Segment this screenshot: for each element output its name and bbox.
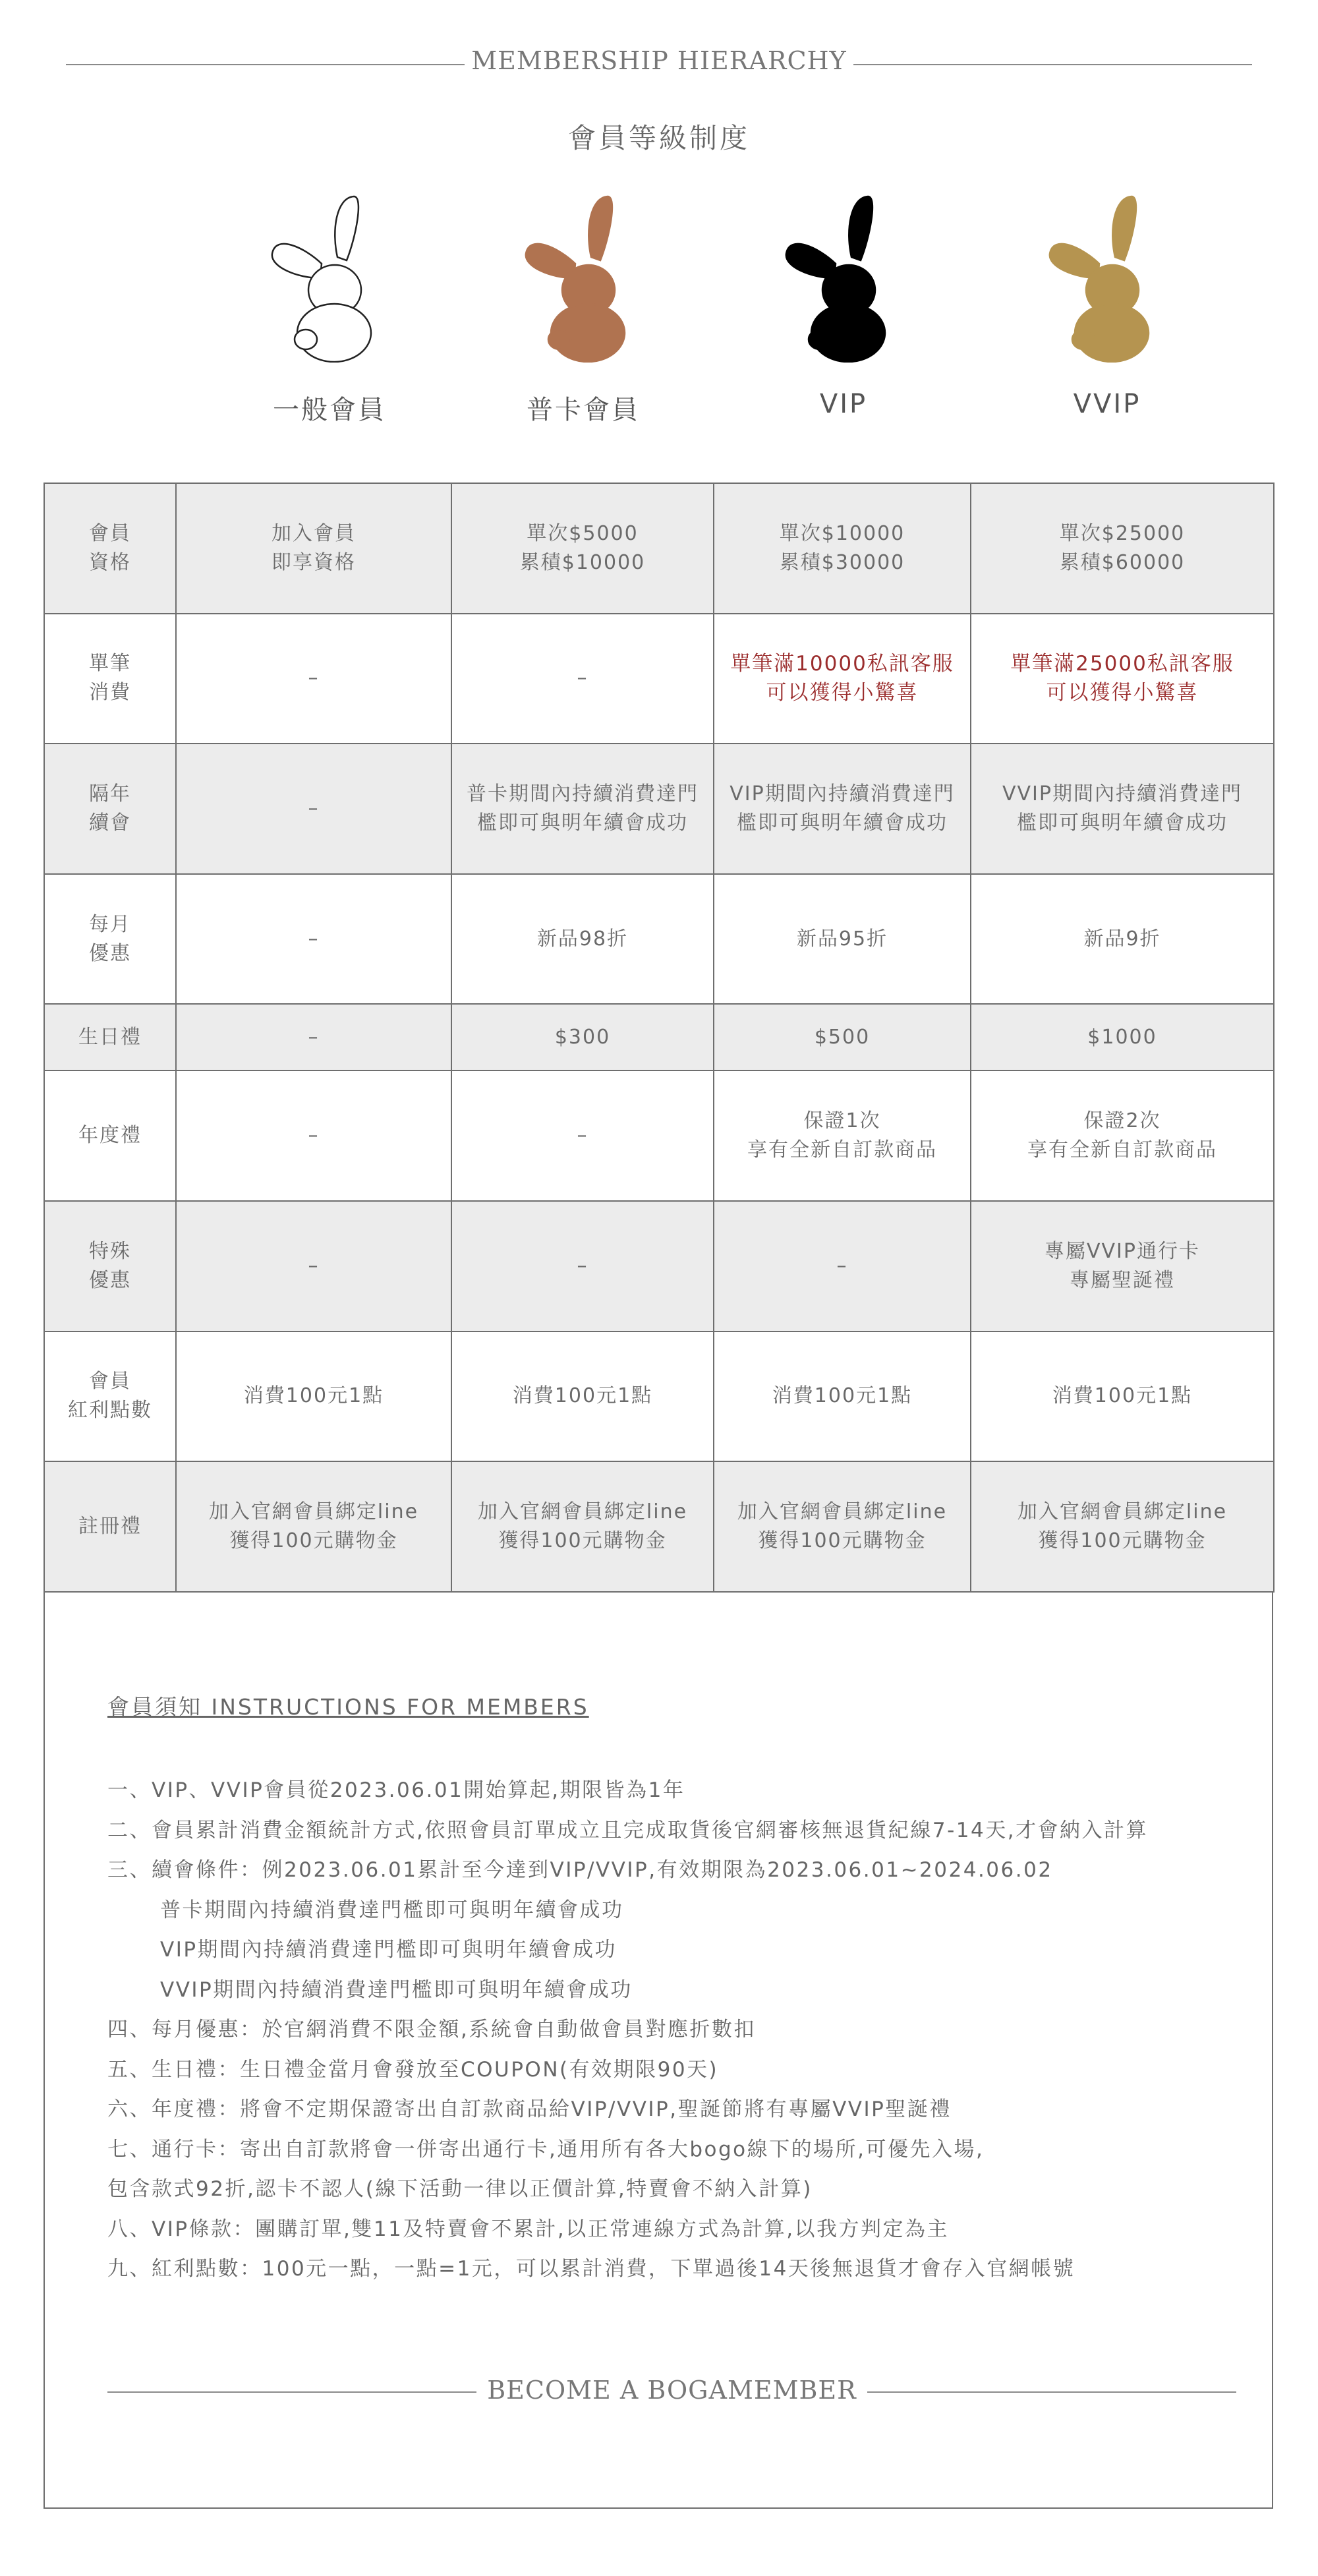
footer-banner	[107, 2372, 1236, 2411]
row-eligibility	[44, 483, 1274, 614]
row-label: 隔年 續會	[44, 744, 176, 874]
tier-label: 普卡會員	[527, 395, 640, 425]
rabbit-icon	[778, 191, 909, 363]
cell-general: –	[176, 1201, 451, 1332]
row-special-offer	[44, 1201, 1274, 1332]
header-rule-right	[853, 64, 1252, 65]
tier-label: 一般會員	[273, 395, 386, 425]
cell-vip: VIP期間內持續消費達門 檻即可與明年續會成功	[714, 744, 971, 874]
cell-vvip: 新品9折	[971, 874, 1274, 1005]
benefits-table	[43, 483, 1275, 1593]
row-label: 生日禮	[44, 1004, 176, 1070]
cell-vvip: 消費100元1點	[971, 1332, 1274, 1462]
row-label: 註冊禮	[44, 1461, 176, 1592]
instructions-panel	[43, 1591, 1273, 2509]
cell-vvip: 加入官網會員綁定line 獲得100元購物金	[971, 1461, 1274, 1592]
cell-vip: 單次$10000 累積$30000	[714, 483, 971, 614]
cell-general: –	[176, 744, 451, 874]
cell-general: –	[176, 614, 451, 744]
cell-general: 消費100元1點	[176, 1332, 451, 1462]
row-monthly-offer	[44, 874, 1274, 1005]
instruction-item: 七、通行卡：寄出自訂款將會一併寄出通行卡,通用所有各大bogo線下的場所,可優先入場,	[107, 2137, 985, 2161]
tier-regular-card	[458, 191, 708, 426]
cell-vip: 單筆滿10000私訊客服 可以獲得小驚喜	[714, 614, 971, 744]
cell-vip: 消費100元1點	[714, 1332, 971, 1462]
row-label: 特殊 優惠	[44, 1201, 176, 1332]
instruction-item: VVIP期間內持續消費達門檻即可與明年續會成功	[160, 1977, 633, 2002]
cell-vip: –	[714, 1201, 971, 1332]
footer-rule-right	[867, 2391, 1236, 2393]
row-single-purchase	[44, 614, 1274, 744]
rabbit-icon	[517, 191, 649, 363]
instruction-item: 包含款式92折,認卡不認人(線下活動一律以正價計算,特賣會不納入計算)	[107, 2177, 813, 2201]
instruction-item: 九、紅利點數：100元一點，一點=1元，可以累計消費，下單過後14天後無退貨才會存入官網帳號	[107, 2257, 1075, 2281]
rabbit-icon	[264, 191, 395, 363]
cell-vvip: 單次$25000 累積$60000	[971, 483, 1274, 614]
cell-regular-card: –	[451, 614, 714, 744]
tier-vip	[718, 191, 969, 419]
instruction-item: 六、年度禮：將會不定期保證寄出自訂款商品給VIP/VVIP,聖誕節將有專屬VVIP聖誕禮	[107, 2097, 952, 2121]
instruction-item: 普卡期間內持續消費達門檻即可與明年續會成功	[160, 1898, 624, 1922]
footer-title: BECOME A BOGAMEMBER	[487, 2376, 857, 2405]
tier-vvip	[982, 191, 1232, 419]
instruction-item: VIP期間內持續消費達門檻即可與明年續會成功	[160, 1938, 617, 1962]
cell-vvip: $1000	[971, 1004, 1274, 1070]
row-signup-gift	[44, 1461, 1274, 1592]
cell-general: 加入會員 即享資格	[176, 483, 451, 614]
cell-vip: 加入官網會員綁定line 獲得100元購物金	[714, 1461, 971, 1592]
cell-general: –	[176, 1070, 451, 1201]
instructions-title: 會員須知 INSTRUCTIONS FOR MEMBERS	[107, 1694, 589, 1720]
cell-vvip: 保證2次 享有全新自訂款商品	[971, 1070, 1274, 1201]
cell-vvip: 單筆滿25000私訊客服 可以獲得小驚喜	[971, 614, 1274, 744]
instruction-item: 四、每月優惠：於官網消費不限金額,系統會自動做會員對應折數扣	[107, 2018, 756, 2041]
cell-general: –	[176, 874, 451, 1005]
row-label: 每月 優惠	[44, 874, 176, 1005]
cell-vvip: VVIP期間內持續消費達門 檻即可與明年續會成功	[971, 744, 1274, 874]
cell-regular-card: –	[451, 1070, 714, 1201]
instruction-item: 八、VIP條款：團購訂單,雙11及特賣會不累計,以正常連線方式為計算,以我方判定為主	[107, 2217, 950, 2241]
instruction-item: 五、生日禮：生日禮金當月會發放至COUPON(有效期限90天)	[107, 2057, 719, 2082]
cell-general: 加入官網會員綁定line 獲得100元購物金	[176, 1461, 451, 1592]
tier-general	[204, 191, 455, 426]
cell-regular-card: 新品98折	[451, 874, 714, 1005]
tier-label: VVIP	[1073, 389, 1141, 419]
row-renewal	[44, 744, 1274, 874]
cell-general: –	[176, 1004, 451, 1070]
cell-regular-card: 加入官網會員綁定line 獲得100元購物金	[451, 1461, 714, 1592]
row-label: 單筆 消費	[44, 614, 176, 744]
instructions-list	[107, 1771, 1246, 2289]
header-title: MEMBERSHIP HIERARCHY	[471, 46, 847, 75]
row-label: 年度禮	[44, 1070, 176, 1201]
row-label: 會員 資格	[44, 483, 176, 614]
page-subtitle: 會員等級制度	[567, 122, 750, 154]
row-annual-gift	[44, 1070, 1274, 1201]
instruction-item: 二、會員累計消費金額統計方式,依照會員訂單成立且完成取貨後官網審核無退貨紀線7-14天,才會納入計算	[107, 1818, 1149, 1842]
row-birthday-gift	[44, 1004, 1274, 1070]
tier-label: VIP	[819, 389, 868, 419]
cell-vip: 新品95折	[714, 874, 971, 1005]
cell-regular-card: 消費100元1點	[451, 1332, 714, 1462]
instruction-item: 三、續會條件：例2023.06.01累計至今達到VIP/VVIP,有效期限為2023.06.01~2024.06.02	[107, 1858, 1053, 1882]
row-label: 會員 紅利點數	[44, 1332, 176, 1462]
cell-regular-card: –	[451, 1201, 714, 1332]
cell-vip: 保證1次 享有全新自訂款商品	[714, 1070, 971, 1201]
cell-regular-card: 普卡期間內持續消費達門 檻即可與明年續會成功	[451, 744, 714, 874]
rabbit-icon	[1041, 191, 1173, 363]
section-header	[66, 41, 1252, 87]
cell-vvip: 專屬VVIP通行卡 專屬聖誕禮	[971, 1201, 1274, 1332]
cell-regular-card: 單次$5000 累積$10000	[451, 483, 714, 614]
row-reward-points	[44, 1332, 1274, 1462]
cell-regular-card: $300	[451, 1004, 714, 1070]
cell-vip: $500	[714, 1004, 971, 1070]
instruction-item: 一、VIP、VVIP會員從2023.06.01開始算起,期限皆為1年	[107, 1778, 685, 1802]
